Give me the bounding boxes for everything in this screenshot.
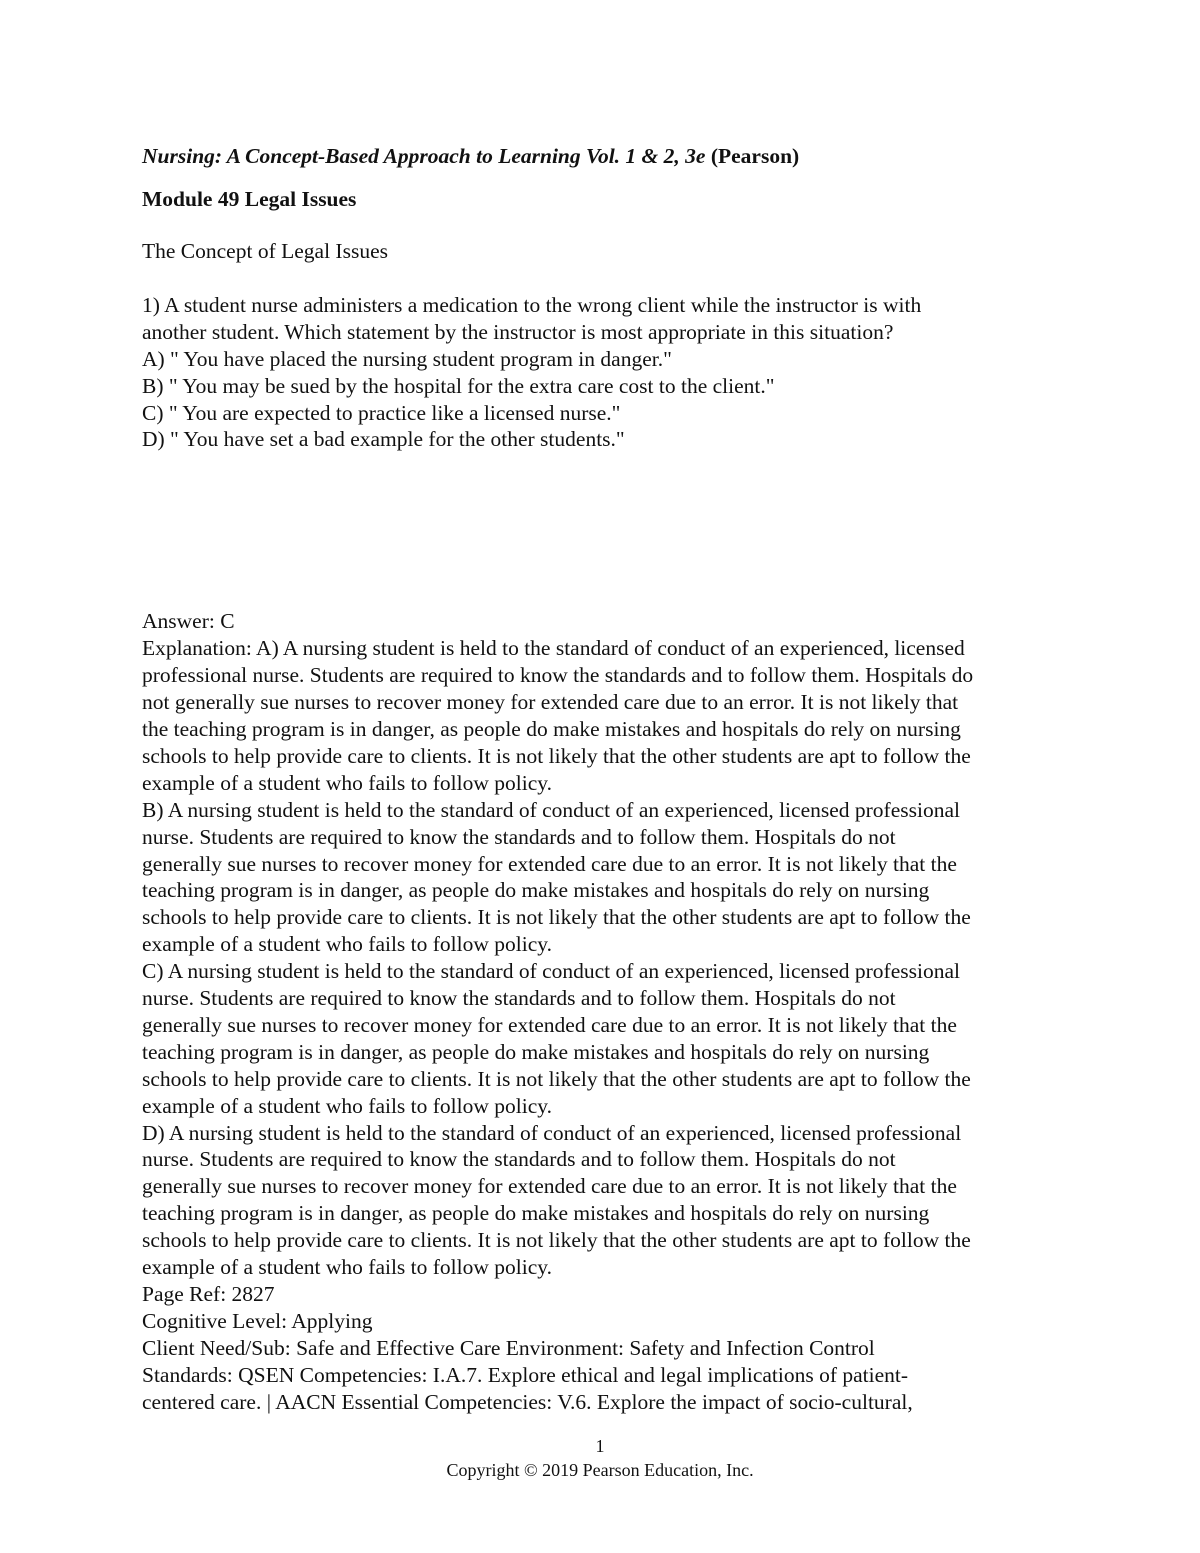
cognitive-level: Cognitive Level: Applying	[142, 1308, 373, 1333]
explanation-line: B) A nursing student is held to the standard of conduct of an experienced, licensed professional	[142, 797, 960, 822]
option-c: C) " You are expected to practice like a licensed nurse."	[142, 400, 621, 425]
option-a: A) " You have placed the nursing student program in danger."	[142, 346, 672, 371]
explanation-line: the teaching program is in danger, as people do make mistakes and hospitals do rely on nursing	[142, 716, 961, 741]
explanation-line: schools to help provide care to clients. It is not likely that the other students are apt to follow the	[142, 1066, 971, 1091]
explanation-line: schools to help provide care to clients. It is not likely that the other students are apt to follow the	[142, 1228, 971, 1253]
explanation-line: schools to help provide care to clients. It is not likely that the other students are apt to follow the	[142, 905, 971, 930]
explanation-line: teaching program is in danger, as people do make mistakes and hospitals do rely on nursing	[142, 878, 930, 903]
explanation-line: professional nurse. Students are required to know the standards and to follow them. Hospitals do	[142, 663, 974, 688]
option-b: B) " You may be sued by the hospital for the extra care cost to the client."	[142, 373, 775, 398]
standards-line: Standards: QSEN Competencies: I.A.7. Explore ethical and legal implications of patient-	[142, 1362, 909, 1387]
explanation-line: nurse. Students are required to know the standards and to follow them. Hospitals do not	[142, 1147, 896, 1172]
book-title: Nursing: A Concept-Based Approach to Learning Vol. 1 & 2, 3e	[142, 144, 706, 168]
question-stem-line: another student. Which statement by the instructor is most appropriate in this situation?	[142, 319, 894, 344]
page-number: 1	[595, 1436, 605, 1456]
explanation-line: example of a student who fails to follow policy.	[142, 1093, 553, 1118]
question-block	[142, 292, 1062, 453]
module-heading: Module 49 Legal Issues	[142, 187, 357, 211]
standards-line: centered care. | AACN Essential Competencies: V.6. Explore the impact of socio-cultural,	[142, 1389, 913, 1414]
explanation-line: example of a student who fails to follow policy.	[142, 770, 553, 795]
explanation-line: generally sue nurses to recover money for extended care due to an error. It is not likely that the	[142, 1012, 957, 1037]
explanation-line: schools to help provide care to clients. It is not likely that the other students are apt to follow the	[142, 743, 971, 768]
explanation-line: teaching program is in danger, as people do make mistakes and hospitals do rely on nursing	[142, 1039, 930, 1064]
explanation-line: generally sue nurses to recover money for extended care due to an error. It is not likely that the	[142, 1174, 957, 1199]
explanation-line: Explanation: A) A nursing student is held to the standard of conduct of an experienced, licensed	[142, 636, 965, 661]
explanation-line: generally sue nurses to recover money for extended care due to an error. It is not likely that the	[142, 851, 957, 876]
client-need: Client Need/Sub: Safe and Effective Care Environment: Safety and Infection Control	[142, 1335, 875, 1360]
publisher: (Pearson)	[705, 144, 800, 168]
copyright-notice: Copyright © 2019 Pearson Education, Inc.	[446, 1460, 754, 1480]
option-d: D) " You have set a bad example for the other students."	[142, 427, 625, 452]
concept-heading: The Concept of Legal Issues	[142, 239, 388, 263]
explanation-line: nurse. Students are required to know the standards and to follow them. Hospitals do not	[142, 824, 896, 849]
answer-line: Answer: C	[142, 609, 235, 634]
document-content	[142, 143, 1062, 1416]
explanation-line: C) A nursing student is held to the standard of conduct of an experienced, licensed professional	[142, 959, 960, 984]
explanation-line: teaching program is in danger, as people do make mistakes and hospitals do rely on nursing	[142, 1201, 930, 1226]
answer-block	[142, 608, 1062, 1415]
explanation-line: example of a student who fails to follow policy.	[142, 932, 553, 957]
page-ref: Page Ref: 2827	[142, 1282, 275, 1306]
explanation-line: D) A nursing student is held to the standard of conduct of an experienced, licensed professional	[142, 1120, 962, 1145]
question-stem-line: 1) A student nurse administers a medication to the wrong client while the instructor is with	[142, 292, 922, 317]
explanation-line: nurse. Students are required to know the standards and to follow them. Hospitals do not	[142, 986, 896, 1011]
book-title-line	[142, 143, 1062, 173]
explanation-line: not generally sue nurses to recover money for extended care due to an error. It is not likely that	[142, 690, 959, 715]
explanation-line: example of a student who fails to follow policy.	[142, 1255, 553, 1280]
